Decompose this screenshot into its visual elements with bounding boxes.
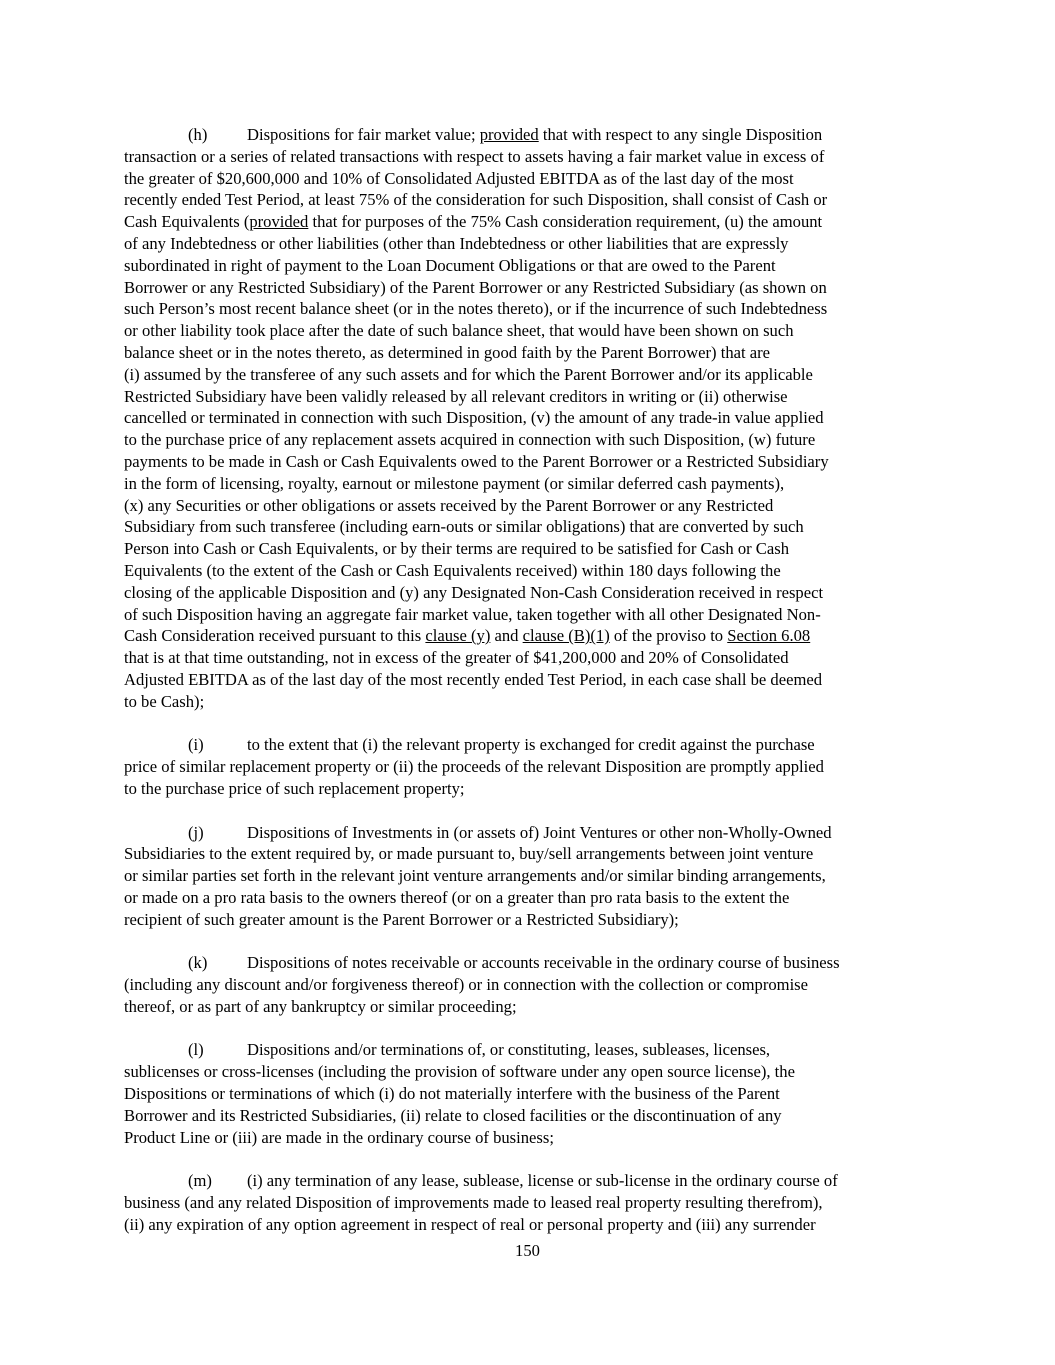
document-body	[124, 124, 932, 1257]
provided-term: provided	[249, 212, 309, 232]
clause-label: (l)	[188, 1040, 204, 1060]
clause-k: (k) Dispositions of notes receivable or accounts receivable in the ordinary course of business (including any discount and/or forgiveness thereof) or in connection with the collection or compromise thereof, or as part of any bankruptcy or similar proceeding;	[124, 953, 840, 1016]
clause-reference: clause (y)	[425, 626, 491, 646]
clause-label: (h)	[188, 125, 208, 144]
clause-label: (k)	[188, 953, 208, 973]
clause-l: (l) Dispositions and/or terminations of, or constituting, leases, subleases, licenses, sublicenses or cross-licenses (including the provision of software under any open source license), the Dispositions or terminations of which (i) do not materially interfere with the business of the Parent Borrower and its Restricted Subsidiaries, (ii) relate to closed facilities or the discontinuation of any Product Line or (iii) are made in the ordinary course of business;	[124, 1040, 795, 1147]
clause-i: (i) to the extent that (i) the relevant property is exchanged for credit against the purchase price of similar replacement property or (ii) the proceeds of the relevant Disposition are promptly applied to the purchase price of such replacement property;	[124, 735, 824, 798]
section-reference: Section 6.08	[727, 626, 811, 646]
clause-label: (m)	[188, 1171, 212, 1191]
clause-reference: clause (B)(1)	[522, 626, 610, 646]
clause-h: (h) Dispositions for fair market value; provided that with respect to any single Disposition transaction or a series of related transactions with respect to assets having a fair market value in excess of the greater of $20,600,000 and 10% of Consolidated Adjusted EBITDA as of the last day of the most recently ended Test Period, at least 75% of the consideration for such Disposition, shall consist of Cash or Cash Equivalents (provided that for purposes of the 75% Cash consideration requirement, (u) the amount of any Indebtedness or other liabilities (other than Indebtedness or other liabilities that are expressly subordinated in right of payment to the Loan Document Obligations or that are owed to the Parent Borrower or any Restricted Subsidiary) of the Parent Borrower or any Restricted Subsidiary (as shown on such Person’s most recent balance sheet (or in the notes thereto), or if the incurrence of such Indebtedness or other liability took place after the date of such balance sheet, that would have been shown on such balance sheet or in the notes thereto, as determined in good faith by the Parent Borrower) that are (i) assumed by the transferee of any such assets and for which the Parent Borrower and/or its applicable Restricted Subsidiary have been validly released by all relevant creditors in writing or (ii) otherwise cancelled or terminated in connection with such Disposition, (v) the amount of any trade-in value applied to the purchase price of any replacement assets acquired in connection with such Disposition, (w) future payments to be made in Cash or Cash Equivalents owed to the Parent Borrower or a Restricted Subsidiary in the form of licensing, royalty, earnout or milestone payment (or similar deferred cash payments), (x) any Securities or other obligations or assets received by the Parent Borrower or any Restricted Subsidiary from such transferee (including earn-outs or similar obligations) that are converted by such Person into Cash or Cash Equivalents, or by their terms are required to be satisfied for Cash or Cash Equivalents (to the extent of the Cash or Cash Equivalents received) within 180 days following the closing of the applicable Disposition and (y) any Designated Non-Cash Consideration received in respect of such Disposition having an aggregate fair market value, taken together with all other Designated Non- Cash Consideration received pursuant to this clause (y) and clause (B)(1) of the proviso to Section 6.08 that is at that time outstanding, not in excess of the greater of $41,200,000 and 20% of Consolidated Adjusted EBITDA as of the last day of the most recently ended Test Period, in each case shall be deemed to be Cash);	[124, 125, 829, 711]
provided-term: provided	[479, 125, 539, 144]
clause-label: (j)	[188, 822, 204, 842]
clause-label: (i)	[188, 735, 204, 755]
page-number: 150	[515, 1241, 540, 1260]
clause-j: (j) Dispositions of Investments in (or assets of) Joint Ventures or other non-Wholly-Owned Subsidiaries to the extent required by, or made pursuant to, buy/sell arrangements between joint venture or similar parties set forth in the relevant joint venture arrangements and/or similar binding arrangements, or made on a pro rata basis to the owners thereof (or on a greater than pro rata basis to the extent the recipient of such greater amount is the Parent Borrower or a Restricted Subsidiary);	[124, 822, 832, 929]
clause-m: (m) (i) any termination of any lease, sublease, license or sub-license in the ordinary course of business (and any related Disposition of improvements made to leased real property resulting therefrom), (ii) any expiration of any option agreement in respect of real or personal property and (iii) any surrender	[124, 1171, 838, 1234]
